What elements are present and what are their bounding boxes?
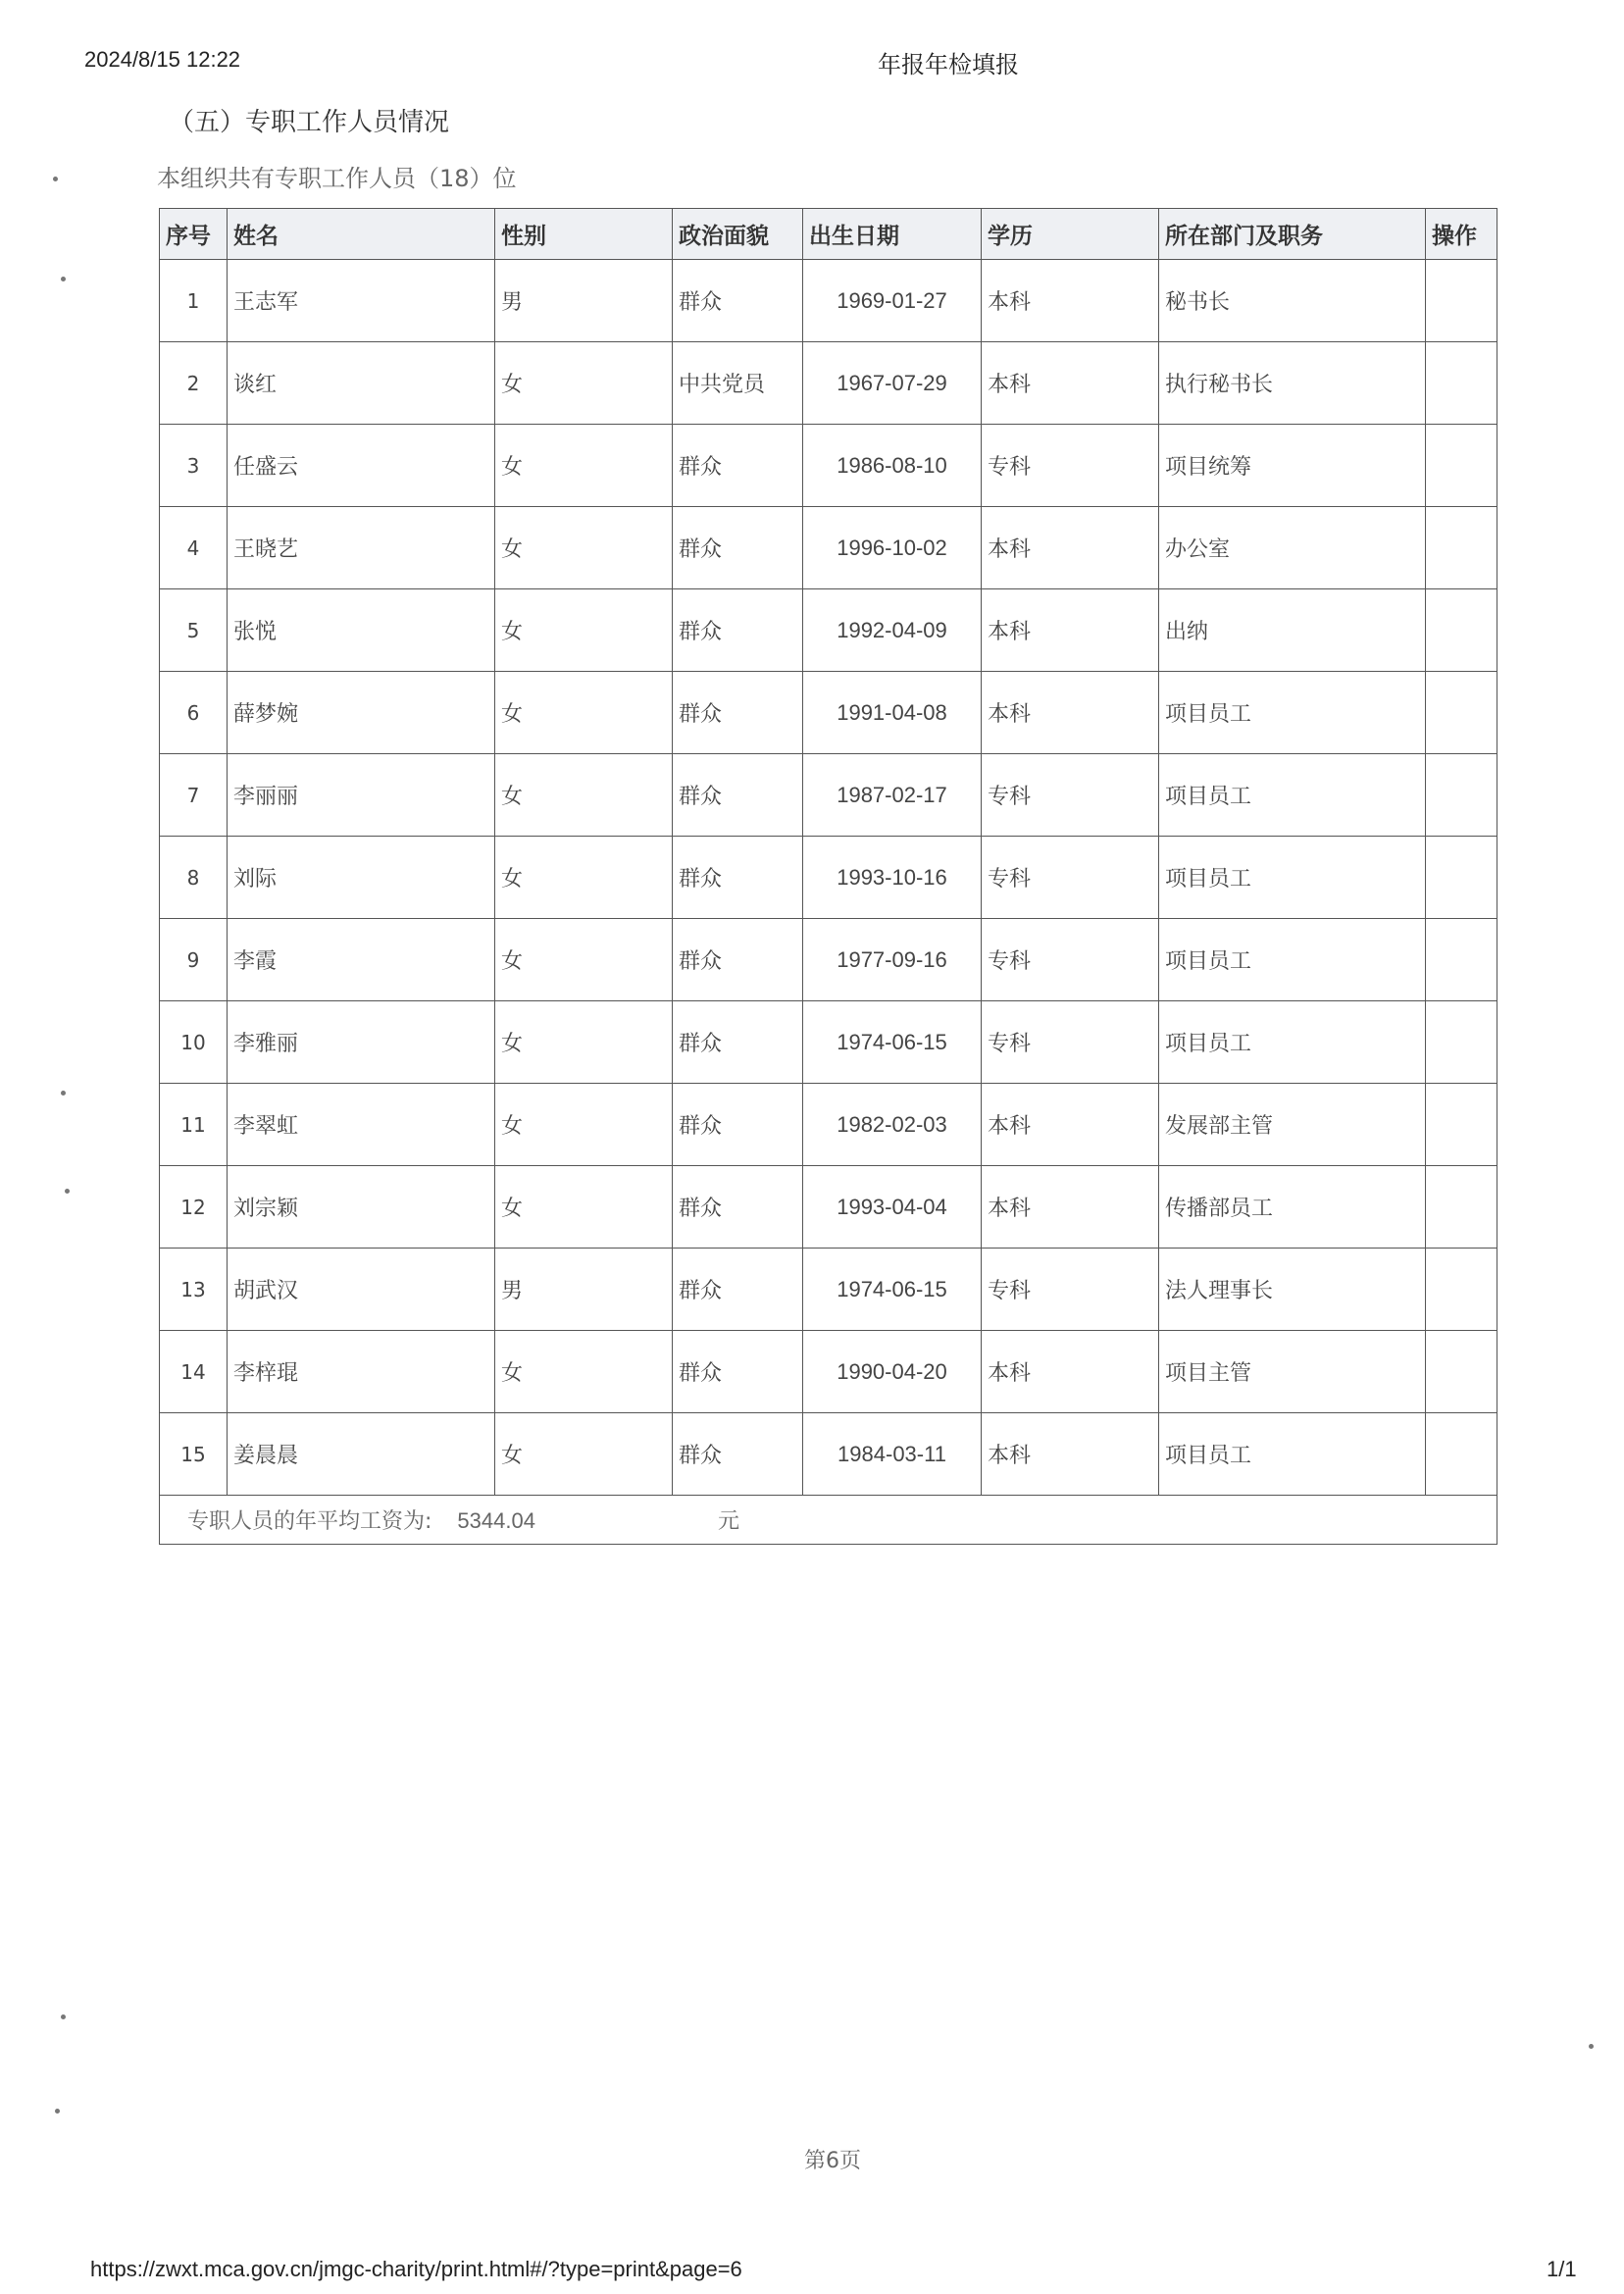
- scan-speck: [61, 1091, 66, 1096]
- cell-gender: 女: [495, 754, 673, 837]
- cell-education: 本科: [982, 1166, 1159, 1249]
- column-header-education: 学历: [982, 209, 1159, 260]
- column-header-gender: 性别: [495, 209, 673, 260]
- table-row: [160, 1331, 1497, 1413]
- cell-post: 项目统筹: [1159, 425, 1426, 507]
- cell-gender: 女: [495, 342, 673, 425]
- table-row: [160, 342, 1497, 425]
- cell-education: 本科: [982, 342, 1159, 425]
- cell-education: 专科: [982, 754, 1159, 837]
- cell-birth: 1993-04-04: [803, 1166, 982, 1249]
- column-header-no: 序号: [160, 209, 228, 260]
- cell-education: 本科: [982, 589, 1159, 672]
- cell-birth: 1984-03-11: [803, 1413, 982, 1496]
- cell-action: [1426, 754, 1497, 837]
- cell-action: [1426, 837, 1497, 919]
- cell-birth: 1974-06-15: [803, 1001, 982, 1084]
- cell-political: 群众: [673, 1249, 803, 1331]
- cell-name: 张悦: [228, 589, 495, 672]
- cell-post: 项目员工: [1159, 1413, 1426, 1496]
- table-row: [160, 1413, 1497, 1496]
- cell-political: 群众: [673, 1166, 803, 1249]
- table-row: [160, 260, 1497, 342]
- cell-no: 13: [160, 1249, 228, 1331]
- cell-name: 李丽丽: [228, 754, 495, 837]
- cell-no: 15: [160, 1413, 228, 1496]
- cell-no: 8: [160, 837, 228, 919]
- cell-no: 1: [160, 260, 228, 342]
- cell-gender: 男: [495, 260, 673, 342]
- cell-education: 本科: [982, 260, 1159, 342]
- cell-gender: 女: [495, 1413, 673, 1496]
- cell-education: 专科: [982, 919, 1159, 1001]
- cell-no: 4: [160, 507, 228, 589]
- cell-birth: 1977-09-16: [803, 919, 982, 1001]
- table-row: [160, 1166, 1497, 1249]
- cell-action: [1426, 1413, 1497, 1496]
- cell-political: 群众: [673, 1413, 803, 1496]
- cell-action: [1426, 1331, 1497, 1413]
- cell-political: 群众: [673, 425, 803, 507]
- cell-birth: 1967-07-29: [803, 342, 982, 425]
- cell-education: 本科: [982, 672, 1159, 754]
- section-heading: （五）专职工作人员情况: [169, 108, 450, 137]
- cell-gender: 女: [495, 672, 673, 754]
- scan-speck: [61, 2014, 66, 2019]
- cell-birth: 1987-02-17: [803, 754, 982, 837]
- cell-action: [1426, 1166, 1497, 1249]
- cell-education: 本科: [982, 1331, 1159, 1413]
- cell-post: 发展部主管: [1159, 1084, 1426, 1166]
- cell-no: 10: [160, 1001, 228, 1084]
- cell-political: 群众: [673, 260, 803, 342]
- table-row: [160, 507, 1497, 589]
- cell-action: [1426, 589, 1497, 672]
- print-url: https://zwxt.mca.gov.cn/jmgc-charity/print.html#/?type=print&page=6: [90, 2257, 742, 2281]
- cell-name: 王志军: [228, 260, 495, 342]
- cell-name: 薛梦婉: [228, 672, 495, 754]
- scan-speck: [53, 177, 58, 181]
- cell-political: 中共党员: [673, 342, 803, 425]
- cell-post: 出纳: [1159, 589, 1426, 672]
- cell-education: 专科: [982, 1001, 1159, 1084]
- cell-action: [1426, 919, 1497, 1001]
- cell-political: 群众: [673, 589, 803, 672]
- cell-name: 刘宗颖: [228, 1166, 495, 1249]
- cell-name: 李翠虹: [228, 1084, 495, 1166]
- column-header-name: 姓名: [228, 209, 495, 260]
- cell-no: 3: [160, 425, 228, 507]
- cell-no: 7: [160, 754, 228, 837]
- cell-post: 执行秘书长: [1159, 342, 1426, 425]
- cell-gender: 男: [495, 1249, 673, 1331]
- cell-political: 群众: [673, 672, 803, 754]
- cell-gender: 女: [495, 425, 673, 507]
- salary-row: [160, 1496, 1497, 1545]
- cell-no: 14: [160, 1331, 228, 1413]
- table-row: [160, 425, 1497, 507]
- cell-no: 5: [160, 589, 228, 672]
- cell-name: 任盛云: [228, 425, 495, 507]
- cell-no: 6: [160, 672, 228, 754]
- cell-post: 项目员工: [1159, 672, 1426, 754]
- cell-education: 专科: [982, 425, 1159, 507]
- cell-action: [1426, 1249, 1497, 1331]
- print-page-count: 1/1: [1547, 2257, 1577, 2281]
- cell-action: [1426, 425, 1497, 507]
- cell-birth: 1990-04-20: [803, 1331, 982, 1413]
- cell-post: 项目员工: [1159, 1001, 1426, 1084]
- cell-name: 谈红: [228, 342, 495, 425]
- cell-post: 秘书长: [1159, 260, 1426, 342]
- cell-birth: 1996-10-02: [803, 507, 982, 589]
- cell-gender: 女: [495, 919, 673, 1001]
- cell-post: 项目主管: [1159, 1331, 1426, 1413]
- table-row: [160, 589, 1497, 672]
- cell-post: 法人理事长: [1159, 1249, 1426, 1331]
- cell-gender: 女: [495, 507, 673, 589]
- cell-gender: 女: [495, 1166, 673, 1249]
- cell-political: 群众: [673, 1001, 803, 1084]
- cell-political: 群众: [673, 919, 803, 1001]
- column-header-political: 政治面貌: [673, 209, 803, 260]
- cell-birth: 1986-08-10: [803, 425, 982, 507]
- cell-action: [1426, 507, 1497, 589]
- staff-count-text: 本组织共有专职工作人员（18）位: [157, 165, 517, 192]
- cell-gender: 女: [495, 1331, 673, 1413]
- cell-gender: 女: [495, 837, 673, 919]
- cell-name: 王晓艺: [228, 507, 495, 589]
- page-number: 第6页: [804, 2149, 861, 2173]
- cell-name: 李霞: [228, 919, 495, 1001]
- cell-no: 9: [160, 919, 228, 1001]
- table-row: [160, 1001, 1497, 1084]
- cell-political: 群众: [673, 837, 803, 919]
- table-row: [160, 672, 1497, 754]
- staff-table: [159, 208, 1497, 1545]
- scan-speck: [61, 277, 66, 281]
- print-datetime: 2024/8/15 12:22: [84, 47, 241, 72]
- cell-post: 办公室: [1159, 507, 1426, 589]
- cell-education: 本科: [982, 1413, 1159, 1496]
- cell-political: 群众: [673, 1084, 803, 1166]
- cell-education: 本科: [982, 1084, 1159, 1166]
- salary-value: 5344.04: [457, 1508, 535, 1533]
- cell-action: [1426, 1001, 1497, 1084]
- salary-unit: 元: [717, 1509, 739, 1534]
- cell-birth: 1993-10-16: [803, 837, 982, 919]
- cell-action: [1426, 1084, 1497, 1166]
- cell-name: 李梓琨: [228, 1331, 495, 1413]
- table-row: [160, 754, 1497, 837]
- scan-speck: [65, 1189, 70, 1194]
- cell-action: [1426, 672, 1497, 754]
- cell-political: 群众: [673, 1331, 803, 1413]
- print-title: 年报年检填报: [878, 51, 1019, 78]
- table-header-row: [160, 209, 1497, 260]
- column-header-action: 操作: [1426, 209, 1497, 260]
- cell-education: 本科: [982, 507, 1159, 589]
- column-header-birth: 出生日期: [803, 209, 982, 260]
- table-row: [160, 1249, 1497, 1331]
- cell-post: 传播部员工: [1159, 1166, 1426, 1249]
- cell-action: [1426, 342, 1497, 425]
- table-row: [160, 919, 1497, 1001]
- cell-no: 11: [160, 1084, 228, 1166]
- cell-education: 专科: [982, 1249, 1159, 1331]
- salary-label: 专职人员的年平均工资为:: [187, 1509, 432, 1534]
- cell-post: 项目员工: [1159, 837, 1426, 919]
- cell-post: 项目员工: [1159, 919, 1426, 1001]
- table-row: [160, 1084, 1497, 1166]
- salary-cell: [160, 1496, 1497, 1545]
- cell-name: 姜晨晨: [228, 1413, 495, 1496]
- cell-no: 2: [160, 342, 228, 425]
- cell-birth: 1974-06-15: [803, 1249, 982, 1331]
- cell-political: 群众: [673, 507, 803, 589]
- cell-birth: 1982-02-03: [803, 1084, 982, 1166]
- cell-birth: 1969-01-27: [803, 260, 982, 342]
- cell-name: 刘际: [228, 837, 495, 919]
- cell-gender: 女: [495, 589, 673, 672]
- cell-gender: 女: [495, 1084, 673, 1166]
- cell-birth: 1992-04-09: [803, 589, 982, 672]
- cell-birth: 1991-04-08: [803, 672, 982, 754]
- cell-political: 群众: [673, 754, 803, 837]
- cell-no: 12: [160, 1166, 228, 1249]
- table-row: [160, 837, 1497, 919]
- cell-gender: 女: [495, 1001, 673, 1084]
- cell-name: 李雅丽: [228, 1001, 495, 1084]
- cell-name: 胡武汉: [228, 1249, 495, 1331]
- cell-action: [1426, 260, 1497, 342]
- scan-speck: [55, 2109, 60, 2114]
- scan-speck: [1589, 2044, 1594, 2049]
- cell-post: 项目员工: [1159, 754, 1426, 837]
- cell-education: 专科: [982, 837, 1159, 919]
- column-header-post: 所在部门及职务: [1159, 209, 1426, 260]
